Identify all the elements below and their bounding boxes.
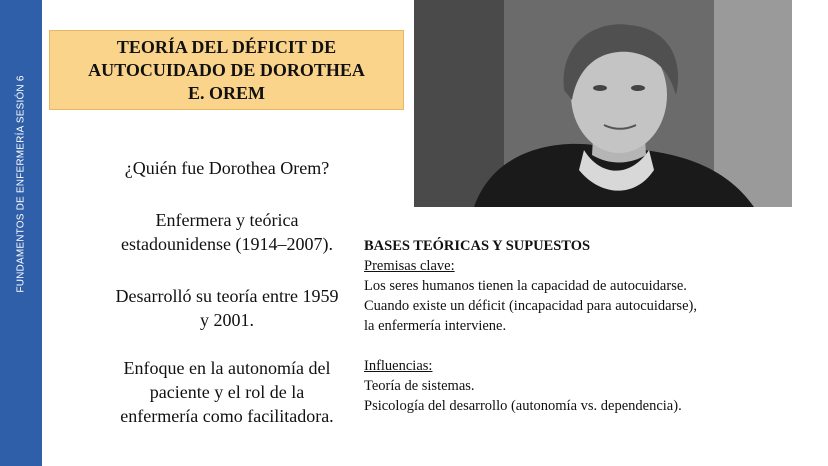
influencia-2: Psicología del desarrollo (autonomía vs. dependencia).	[364, 398, 682, 414]
title-line-3: E. OREM	[187, 82, 265, 103]
question	[52, 156, 402, 180]
sidebar	[0, 0, 42, 466]
title-line-2: AUTOCUIDADO DE DOROTHEA	[88, 59, 365, 80]
paragraph-2-line-2: y 2001.	[200, 310, 254, 330]
premisa-2-line-1: Cuando existe un déficit (incapacidad para autocuidarse),	[364, 298, 697, 314]
paragraph-1-line-1: Enfermera y teórica	[155, 210, 299, 230]
influencia-1: Teoría de sistemas.	[364, 378, 475, 394]
paragraph-3-line-1: Enfoque en la autonomía del	[123, 358, 331, 378]
paragraph-1-line-2: estadounidense (1914–2007).	[121, 234, 333, 254]
paragraph-3-line-3: enfermería como facilitadora.	[120, 406, 334, 426]
title-box	[49, 30, 404, 110]
portrait-photo	[414, 0, 792, 207]
premisa-1: Los seres humanos tienen la capacidad de autocuidarse.	[364, 278, 687, 294]
paragraph-3-line-2: paciente y el rol de la	[149, 382, 305, 402]
theory-bases	[364, 236, 804, 416]
paragraph-1	[52, 208, 402, 256]
page-title	[62, 36, 392, 105]
title-line-1: TEORÍA DEL DÉFICIT DE	[116, 36, 337, 57]
premisa-2-line-2: la enfermería interviene.	[364, 318, 507, 334]
portrait-illustration	[414, 0, 792, 207]
bases-heading: BASES TEÓRICAS Y SUPUESTOS	[364, 238, 591, 254]
paragraph-2-line-1: Desarrolló su teoría entre 1959	[115, 286, 339, 306]
spacer	[364, 336, 804, 356]
paragraph-2	[52, 284, 402, 332]
paragraph-3	[52, 356, 402, 428]
influencias-label: Influencias:	[364, 358, 433, 374]
sidebar-label: FUNDAMENTOS DE ENFERMERÍA SESIÓN 6	[15, 75, 27, 293]
question-text: ¿Quién fue Dorothea Orem?	[124, 158, 330, 178]
premisas-label: Premisas clave:	[364, 258, 455, 274]
